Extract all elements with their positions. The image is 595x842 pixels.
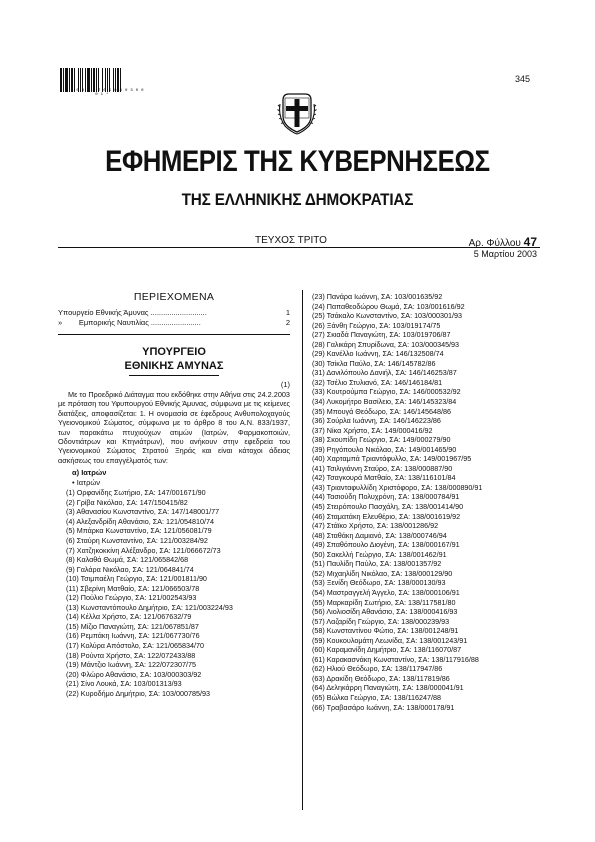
list-item: (65) Βώλκα Γεώργιο, ΣΑ: 138/116247/88	[312, 692, 442, 702]
list-item: (41) Τσιλιγιάννη Σταύρο, ΣΑ: 138/000887/90	[312, 463, 453, 473]
gazette-title: ΕΦΗΜΕΡΙΣ ΤΗΣ ΚΥΒΕΡΝΗΣΕΩΣ	[105, 145, 490, 178]
toc-label: Υπουργείο Εθνικής Άμυνας	[58, 308, 149, 317]
list-item: (64) Δεληκάρρη Παναγιώτη, ΣΑ: 138/000041/91	[312, 683, 464, 693]
list-item: (38) Σκουπίδη Γεώργιο, ΣΑ: 149/000279/90	[312, 435, 451, 445]
list-item: (15) Μίζιο Παναγιώτη, ΣΑ: 121/067851/87	[66, 621, 199, 631]
list-item: (27) Σκιαδά Παναγιώτη, ΣΑ: 103/019706/87	[312, 330, 451, 340]
list-item: (16) Ρεμπάκη Ιωάννη, ΣΑ: 121/067730/76	[66, 631, 200, 641]
list-item: (1) Ορφανίδης Σωτήριο, ΣΑ: 147/001671/90	[66, 488, 206, 498]
list-item: (63) Δρακίδη Θεόδωρο, ΣΑ: 138/117819/86	[312, 673, 450, 683]
list-item: (32) Τσέλιο Στυλιανό, ΣΑ: 146/146184/81	[312, 377, 443, 387]
list-item: (50) Σακελλή Γεώργιο, ΣΑ: 138/001462/91	[312, 549, 447, 559]
list-item: (30) Τσίκλα Παύλο, ΣΑ: 146/145782/86	[312, 358, 436, 368]
officer-list-right	[312, 292, 542, 712]
toc-row[interactable]	[58, 318, 290, 328]
right-column	[312, 292, 542, 712]
list-item: (2) Γρίβα Νικόλαο, ΣΑ: 147/150415/82	[66, 497, 188, 507]
decree-text: Με το Προεδρικό Διάταγμα που εκδόθηκε στην Αθήνα στις 24.2.2003 με πρόταση του Υφυπουργού Εθνικής Άμυνας, σύμφωνα με τις κείμενες διατάξεις, αποφασίζεται: 1. Η ονομασία σε έφεδρους Ανθυπολοχαγούς Υγειονομικού Σώματος, σύμφωνα με το άρθρο 8 του Α.Ν. 833/1937, των παρακάτω πτυχιούχων ατιμών (Ιατρών, Φαρμακοποιών, Οδοντιάτρων και Κτηνιάτρων), που ανήκουν στην εφεδρεία του Υγειονομικού Σώματος Στρατού Ξηράς και είναι κάτοχοι άδειας ασκήσεως του επαγγέλματός των:	[58, 390, 290, 465]
list-item: (59) Κουκουλομάτη Λεωνίδα, ΣΑ: 138/001243/91	[312, 635, 468, 645]
list-item: (37) Νίκα Χρήστο, ΣΑ: 149/000416/92	[312, 425, 433, 435]
list-item: (44) Τασιούδη Πολυχρόνη, ΣΑ: 138/000784/91	[312, 492, 460, 502]
list-item: (14) Κέλλα Χρήστο, ΣΑ: 121/067632/79	[66, 612, 192, 622]
list-item: (21) Σίνο Λουκά, ΣΑ: 103/001313/93	[66, 679, 182, 689]
list-item: (24) Παπαθεοδώρου Θωμά, ΣΑ: 103/001616/92	[312, 301, 465, 311]
officer-list-left	[58, 488, 290, 698]
list-item: (51) Παυλίδη Παύλο, ΣΑ: 138/001357/92	[312, 559, 442, 569]
contents-rule	[58, 334, 290, 335]
list-item: (25) Τσάκαλο Κωνσταντίνο, ΣΑ: 103/000301/93	[312, 311, 463, 321]
column-separator	[302, 290, 303, 810]
list-item: (42) Τσαγκουρά Ματθαίο, ΣΑ: 138/116101/84	[312, 473, 456, 483]
list-item: (19) Μάντζιο Ιωάννη, ΣΑ: 122/072307/75	[66, 660, 197, 670]
issue-teuxos: ΤΕΥΧΟΣ ΤΡΙΤΟ	[255, 235, 327, 246]
header-rule	[58, 247, 540, 248]
list-item: (56) Λιολιοσίδη Αθανάσιο, ΣΑ: 138/000416/93	[312, 607, 458, 617]
list-item: (12) Πούλιο Γεώργιο, ΣΑ: 121/002543/93	[66, 593, 197, 603]
issue-sheet-label: Αρ. Φύλλου	[468, 238, 521, 249]
list-item: (34) Λυκομήτρο Βασίλειο, ΣΑ: 146/145323/84	[312, 397, 457, 407]
list-item: (7) Χατζηκοκκίνη Αλέξανδρο, ΣΑ: 121/066672/73	[66, 545, 221, 555]
section-subheading: α) Ιατρών	[72, 468, 107, 478]
list-item: (58) Κωνσταντίνου Φώτιο, ΣΑ: 138/001248/91	[312, 626, 459, 636]
list-item: (47) Στάϊκο Χρήστο, ΣΑ: 138/001286/92	[312, 521, 439, 531]
list-item: (45) Στειρόπουλο Πασχάλη, ΣΑ: 138/001414/90	[312, 502, 464, 512]
barcode-digits: * 0 3 0 0 0 4 7 0 5 0 3 0 3 0 0 0 1 *	[60, 89, 144, 97]
ministry-underline	[129, 375, 219, 376]
list-item: (35) Μπουγά Θεόδωρο, ΣΑ: 146/145648/86	[312, 406, 451, 416]
contents-title: ΠΕΡΙΕΧΟΜΕΝΑ	[133, 291, 215, 303]
list-item: (9) Γαλάρα Νικόλαο, ΣΑ: 121/064841/74	[66, 564, 194, 574]
issue-sheet-value: 47	[523, 235, 537, 249]
toc-row[interactable]	[58, 308, 290, 318]
list-item: (46) Σταματάκη Ελευθέριο, ΣΑ: 138/001619/92	[312, 511, 461, 521]
decree-number: (1)	[280, 380, 290, 389]
section-subheading-2: • Ιατρών	[72, 478, 100, 488]
list-item: (23) Πανάρα Ιωάννη, ΣΑ: 103/001635/92	[312, 292, 443, 301]
list-item: (52) Μιχαηλίδη Νικόλαο, ΣΑ: 138/000129/90	[312, 568, 453, 578]
list-item: (49) Σπαθόπουλο Διογένη, ΣΑ: 138/000167/91	[312, 540, 460, 550]
list-item: (60) Καραμανίδη Δημήτριο, ΣΑ: 138/116070/87	[312, 645, 462, 655]
list-item: (4) Αλεξανδρίδη Αθανάσιο, ΣΑ: 121/054810/74	[66, 516, 214, 526]
list-item: (54) Μαστραγγελή Άγγελο, ΣΑ: 138/000106/91	[312, 587, 460, 597]
toc-page: 1	[285, 308, 290, 317]
list-item: (18) Ρούντα Χρήστο, ΣΑ: 122/072433/88	[66, 650, 196, 660]
toc-dots: ...........................	[150, 308, 207, 317]
list-item: (11) Σβερίνη Ματθαίο, ΣΑ: 121/066503/78	[66, 583, 200, 593]
list-item: (57) Λαζαρίδη Γεώργιο, ΣΑ: 138/000239/93	[312, 616, 450, 626]
list-item: (66) Τραβασάρο Ιωάννη, ΣΑ: 138/000178/91	[312, 702, 455, 712]
list-item: (13) Κωνσταντόπουλο Δημήτριο, ΣΑ: 121/003224/93	[66, 602, 233, 612]
list-item: (17) Κολύρα Απόστολο, ΣΑ: 121/065834/70	[66, 641, 204, 650]
list-item: (6) Σταύρη Κωνσταντίνο, ΣΑ: 121/003284/92	[66, 535, 208, 545]
greek-coat-of-arms-icon	[277, 90, 317, 136]
gazette-subtitle: ΤΗΣ ΕΛΛΗΝΙΚΗΣ ΔΗΜΟΚΡΑΤΙΑΣ	[181, 190, 414, 209]
list-item: (22) Κυροδήμο Δημήτριο, ΣΑ: 103/000785/93	[66, 688, 210, 698]
list-item: (43) Τριανταφυλλίδη Χριστόφορο, ΣΑ: 138/000890/91	[312, 482, 483, 492]
issue-date: 5 Μαρτίου 2003	[473, 249, 537, 259]
list-item: (36) Σούρλα Ιωάννη, ΣΑ: 146/146223/86	[312, 416, 441, 426]
ministry-heading: ΥΠΟΥΡΓΕΙΟ	[142, 346, 206, 358]
list-item: (5) Μπάρκα Κωνσταντίνο, ΣΑ: 121/056081/79	[66, 526, 212, 536]
list-item: (55) Μαρκαρίδη Σωτήριο, ΣΑ: 138/117581/80	[312, 597, 456, 607]
list-item: (53) Ξενίδη Θεόδωρο, ΣΑ: 138/000130/93	[312, 578, 446, 588]
list-item: (39) Ρηγόπουλο Νικόλαο, ΣΑ: 149/001465/90	[312, 444, 457, 454]
list-item: (20) Φλώρο Αθανάσιο, ΣΑ: 103/000303/92	[66, 669, 202, 679]
list-item: (33) Κουτρούμπα Γεώργιο, ΣΑ: 146/000532/92	[312, 387, 461, 397]
left-column	[58, 292, 290, 698]
list-item: (48) Σταθάκη Δαμιανό, ΣΑ: 138/000746/94	[312, 530, 447, 540]
toc-dots: ........................	[150, 318, 201, 327]
barcode	[60, 62, 144, 92]
list-item: (61) Καρακασνάκη Κωνσταντίνο, ΣΑ: 138/117916/88	[312, 654, 479, 664]
list-item: (31) Δανιλόπουλο Δανιήλ, ΣΑ: 146/146253/87	[312, 368, 457, 378]
list-item: (8) Καλαθά Θωμά, ΣΑ: 121/065842/68	[66, 555, 189, 565]
list-item: (40) Χαρταμπά Τριαντάφυλλο, ΣΑ: 149/001967/95	[312, 454, 472, 464]
list-item: (26) Ξάνθη Γεώργιο, ΣΑ: 103/019174/75	[312, 320, 441, 330]
list-item: (3) Αθανασίου Κωνσταντίνο, ΣΑ: 147/148001/77	[66, 507, 220, 517]
toc-label: » Εμπορικής Ναυτιλίας	[58, 318, 149, 327]
page-number: 345	[515, 74, 531, 84]
toc-page: 2	[285, 318, 290, 327]
ministry-name: ΕΘΝΙΚΗΣ ΑΜΥΝΑΣ	[124, 360, 224, 372]
list-item: (28) Γαλικάρη Σπυρίδωνα, ΣΑ: 103/000345/93	[312, 339, 460, 349]
list-item: (10) Τσιμπαέλη Γεώργιο, ΣΑ: 121/001811/90	[66, 574, 207, 584]
list-item: (62) Ηλιού Θεόδωρο, ΣΑ: 138/117947/86	[312, 664, 443, 674]
list-item: (29) Κανέλλο Ιωάννη, ΣΑ: 146/132508/74	[312, 349, 444, 359]
